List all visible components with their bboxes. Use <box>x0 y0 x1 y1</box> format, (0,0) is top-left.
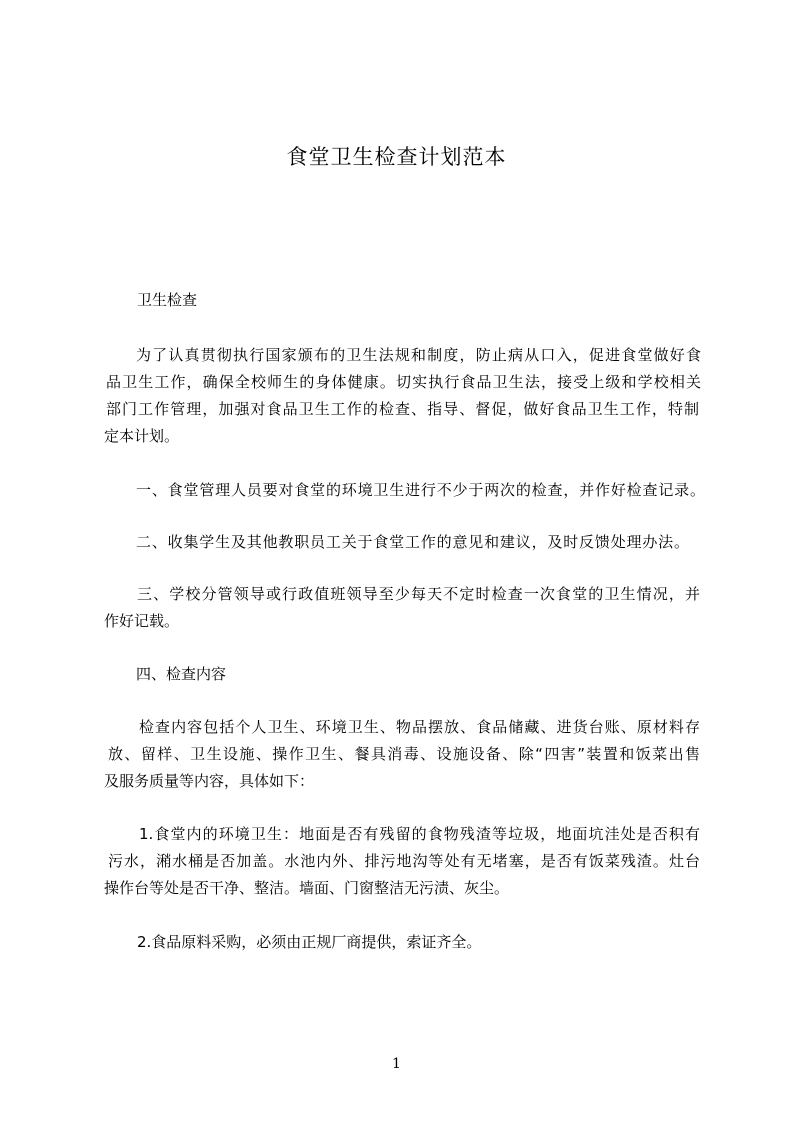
sub-item-2: 2.食品原料采购，必须由正规厂商提供，索证齐全。 <box>137 933 482 951</box>
sub-item-1-line-3: 操作台等处是否干净、整洁。墙面、门窗整洁无污渍、灰尘。 <box>104 879 510 897</box>
content-line-3: 及服务质量等内容，具体如下： <box>104 772 315 790</box>
page-number: 1 <box>392 1056 401 1072</box>
item-1: 一、食堂管理人员要对食堂的环境卫生进行不少于两次的检查，并作好检查记录。 <box>136 481 705 499</box>
intro-line-4: 定本计划。 <box>104 427 180 445</box>
content-line-2: 放、留样、卫生设施、操作卫生、餐具消毒、设施设备、除“四害”装置和饭菜出售 <box>108 745 700 763</box>
sub-item-1-line-1: 1.食堂内的环境卫生：地面是否有残留的食物残渣等垃圾，地面坑洼处是否积有 <box>139 825 700 843</box>
item-3-line-2: 作好记载。 <box>104 612 180 630</box>
item-3-line-1: 三、学校分管领导或行政值班领导至少每天不定时检查一次食堂的卫生情况，并 <box>137 585 700 603</box>
section-heading: 卫生检查 <box>137 291 198 309</box>
document-title: 食堂卫生检查计划范本 <box>286 145 507 169</box>
sub-item-1-line-2: 污水，潲水桶是否加盖。水池内外、排污地沟等处有无堵塞，是否有饭菜残渣。灶台 <box>108 852 700 870</box>
item-4-heading: 四、检查内容 <box>136 665 227 683</box>
content-line-1: 检查内容包括个人卫生、环境卫生、物品摆放、食品储藏、进货台账、原材料存 <box>139 718 700 736</box>
intro-line-3: 部门工作管理，加强对食品卫生工作的检查、指导、督促，做好食品卫生工作，特制 <box>106 400 699 418</box>
item-2: 二、收集学生及其他教职员工关于食堂工作的意见和建议，及时反馈处理办法。 <box>136 533 689 551</box>
intro-line-2: 品卫生工作，确保全校师生的身体健康。切实执行食品卫生法，接受上级和学校相关 <box>106 373 701 391</box>
intro-line-1: 为了认真贯彻执行国家颁布的卫生法规和制度，防止病从口入，促进食堂做好食 <box>136 346 701 364</box>
